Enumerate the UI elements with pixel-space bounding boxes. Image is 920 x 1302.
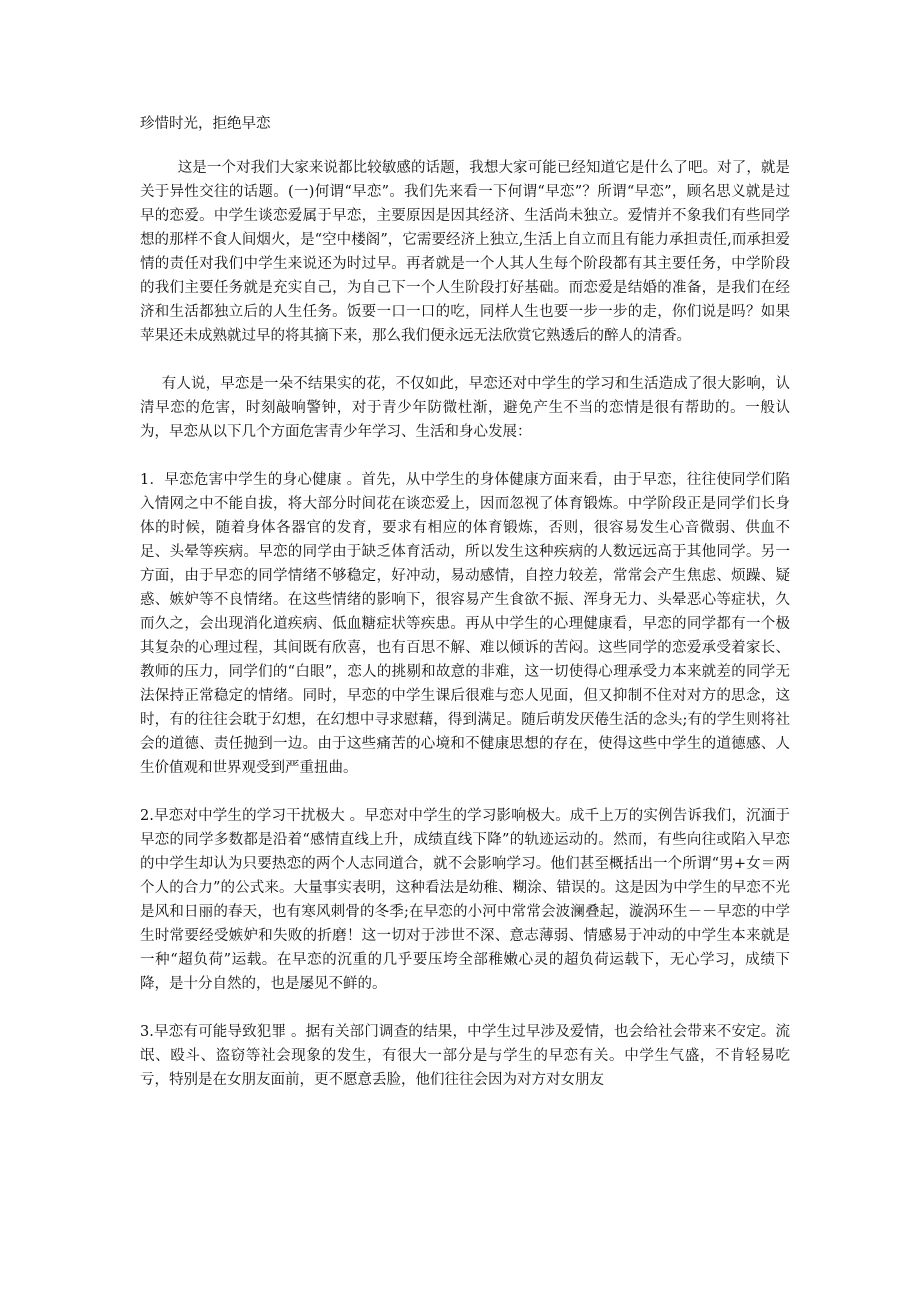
paragraph-overview: 有人说，早恋是一朵不结果实的花，不仅如此，早恋还对中学生的学习和生活造成了很大影响，认清早恋的危害，时刻敲响警钟，对于青少年防微杜渐，避免产生不当的恋情是很有帮助的。一般认为，早恋从以下几个方面危害青少年学习、生活和身心发展： bbox=[140, 376, 790, 440]
paragraph-intro: 这是一个对我们大家来说都比较敏感的话题，我想大家可能已经知道它是什么了吧。对了，就是关于异性交往的话题。(一)何谓“早恋”。我们先来看一下何谓“早恋”？所谓“早恋”，顾名思义就是过早的恋爱。中学生谈恋爱属于早恋，主要原因是因其经济、生活尚未独立。爱情并不象我们有些同学想的那样不食人间烟火，是“空中楼阁”，它需要经济上独立,生活上自立而且有能力承担责任,而承担爱情的责任对我们中学生来说还为时过早。再者就是一个人其人生每个阶段都有其主要任务，中学阶段的我们主要任务就是充实自己，为自己下一个人生阶段打好基础。而恋爱是结婚的准备，是我们在经济和生活都独立后的人生任务。饭要一口一口的吃，同样人生也要一步一步的走，你们说是吗？如果苹果还未成熟就过早的将其摘下来，那么我们便永远无法欣赏它熟透后的醉人的清香。 bbox=[140, 160, 790, 344]
document-page bbox=[140, 112, 790, 1092]
paragraph-harm-crime: 3.早恋有可能导致犯罪 。据有关部门调查的结果，中学生过早涉及爱情，也会给社会带来不安定。流氓、殴斗、盗窃等社会现象的发生，有很大一部分是与学生的早恋有关。中学生气盛，不肯轻易吃亏，特别是在女朋友面前，更不愿意丢脸，他们往往会因为对方对女朋友 bbox=[140, 1024, 790, 1088]
paragraph-harm-health: 1．早恋危害中学生的身心健康 。首先，从中学生的身体健康方面来看，由于早恋，往往使同学们陷入情网之中不能自拔，将大部分时间花在谈恋爱上，因而忽视了体育锻炼。中学阶段正是同学们长身体的时候，随着身体各器官的发育，要求有相应的体育锻炼，否则，很容易发生心音微弱、供血不足、头晕等疾病。早恋的同学由于缺乏体育活动，所以发生这种疾病的人数远远高于其他同学。另一方面，由于早恋的同学情绪不够稳定，好冲动，易动感情，自控力较差，常常会产生焦虑、烦躁、疑惑、嫉妒等不良情绪。在这些情绪的影响下，很容易产生食欲不振、浑身无力、头晕恶心等症状，久而久之，会出现消化道疾病、低血糖症状等疾患。再从中学生的心理健康看，早恋的同学都有一个极其复杂的心理过程，其间既有欣喜，也有百思不解、难以倾诉的苦闷。这些同学的恋爱承受着家长、教师的压力，同学们的“白眼”，恋人的挑剔和故意的非难，这一切使得心理承受力本来就差的同学无法保持正常稳定的情绪。同时，早恋的中学生课后很难与恋人见面，但又抑制不住对对方的思念，这时，有的往往会耽于幻想，在幻想中寻求慰藉，得到满足。随后萌发厌倦生活的念头;有的学生则将社会的道德、责任抛到一边。由于这些痛苦的心境和不健康思想的存在，使得这些中学生的道德感、人生价值观和世界观受到严重扭曲。 bbox=[140, 472, 790, 776]
document-title: 珍惜时光，拒绝早恋 bbox=[140, 116, 271, 132]
paragraph-harm-study: 2.早恋对中学生的学习干扰极大 。早恋对中学生的学习影响极大。成千上万的实例告诉我们，沉湎于早恋的同学多数都是沿着“感情直线上升，成绩直线下降”的轨迹运动的。然而，有些向往或陷入早恋的中学生却认为只要热恋的两个人志同道合，就不会影响学习。他们甚至概括出一个所谓“男+女＝两个人的合力”的公式来。大量事实表明，这种看法是幼稚、糊涂、错误的。这是因为中学生的早恋不光是风和日丽的春天，也有寒风刺骨的冬季;在早恋的小河中常常会波澜叠起，漩涡环生－－早恋的中学生时常要经受嫉妒和失败的折磨！这一切对于涉世不深、意志薄弱、情感易于冲动的中学生本来就是一种“超负荷”运载。在早恋的沉重的几乎要压垮全部稚嫩心灵的超负荷运载下，无心学习，成绩下降，是十分自然的，也是屡见不鲜的。 bbox=[140, 808, 790, 992]
